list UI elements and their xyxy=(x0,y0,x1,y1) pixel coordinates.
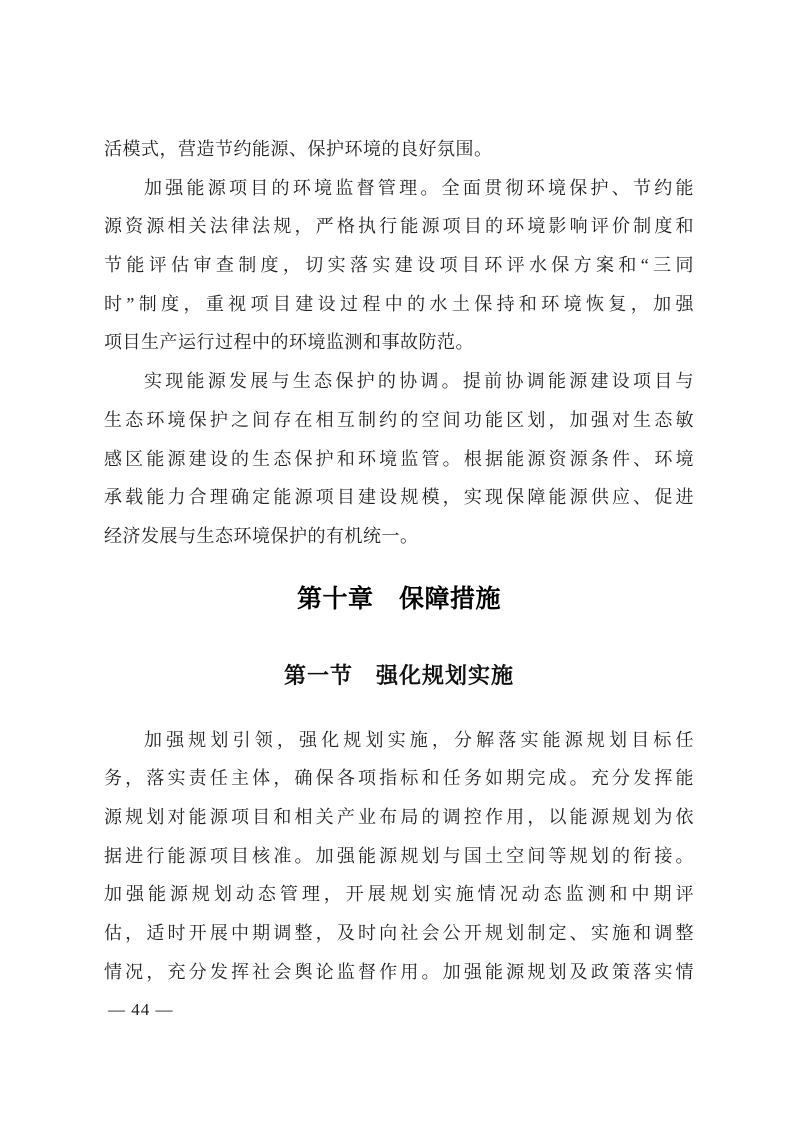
body-line: 源资源相关法律法规，严格执行能源项目的环境影响评价制度和 xyxy=(104,216,694,237)
body-line: 情况，充分发挥社会舆论监督作用。加强能源规划及政策落实情 xyxy=(104,961,694,982)
body-line: 感区能源建设的生态保护和环境监管。根据能源资源条件、环境 xyxy=(104,448,694,469)
body-line: 据进行能源项目核准。加强能源规划与国土空间等规划的衔接。 xyxy=(104,845,694,866)
body-line: 生态环境保护之间存在相互制约的空间功能区划，加强对生态敏 xyxy=(104,409,694,430)
body-line: 活模式，营造节约能源、保护环境的良好氛围。 xyxy=(104,139,493,159)
body-line: 承载能力合理确定能源项目建设规模，实现保障能源供应、促进 xyxy=(104,487,694,508)
section-heading: 第一节 强化规划实施 xyxy=(283,662,514,688)
paragraph xyxy=(104,130,694,169)
body-line: 经济发展与生态环境保护的有机统一。 xyxy=(104,525,419,546)
body-line: 项目生产运行过程中的环境监测和事故防范。 xyxy=(104,332,474,353)
page-number: — 44 — xyxy=(108,1000,174,1019)
body-line: 加强能源规划动态管理，开展规划实施情况动态监测和中期评 xyxy=(104,884,694,905)
body-line: 加强能源项目的环境监督管理。全面贯彻环境保护、节约能 xyxy=(144,177,694,198)
body-line: 源规划对能源项目和相关产业布局的调控作用，以能源规划为依 xyxy=(104,806,694,827)
paragraph xyxy=(104,169,694,362)
body-line: 务，落实责任主体，确保各项指标和任务如期完成。充分发挥能 xyxy=(104,768,694,789)
paragraph xyxy=(104,721,694,992)
body-line: 加强规划引领，强化规划实施，分解落实能源规划目标任 xyxy=(144,729,694,750)
document-content xyxy=(104,130,694,991)
chapter-heading: 第十章 保障措施 xyxy=(296,585,501,613)
body-line: 节能评估审查制度，切实落实建设项目环评水保方案和“三同 xyxy=(104,255,694,276)
body-line: 估，适时开展中期调整，及时向社会公开规划制定、实施和调整 xyxy=(104,923,694,943)
body-line: 时”制度，重视项目建设过程中的水土保持和环境恢复，加强 xyxy=(104,293,694,314)
body-line: 实现能源发展与生态保护的协调。提前协调能源建设项目与 xyxy=(144,371,694,392)
paragraph xyxy=(104,362,694,555)
